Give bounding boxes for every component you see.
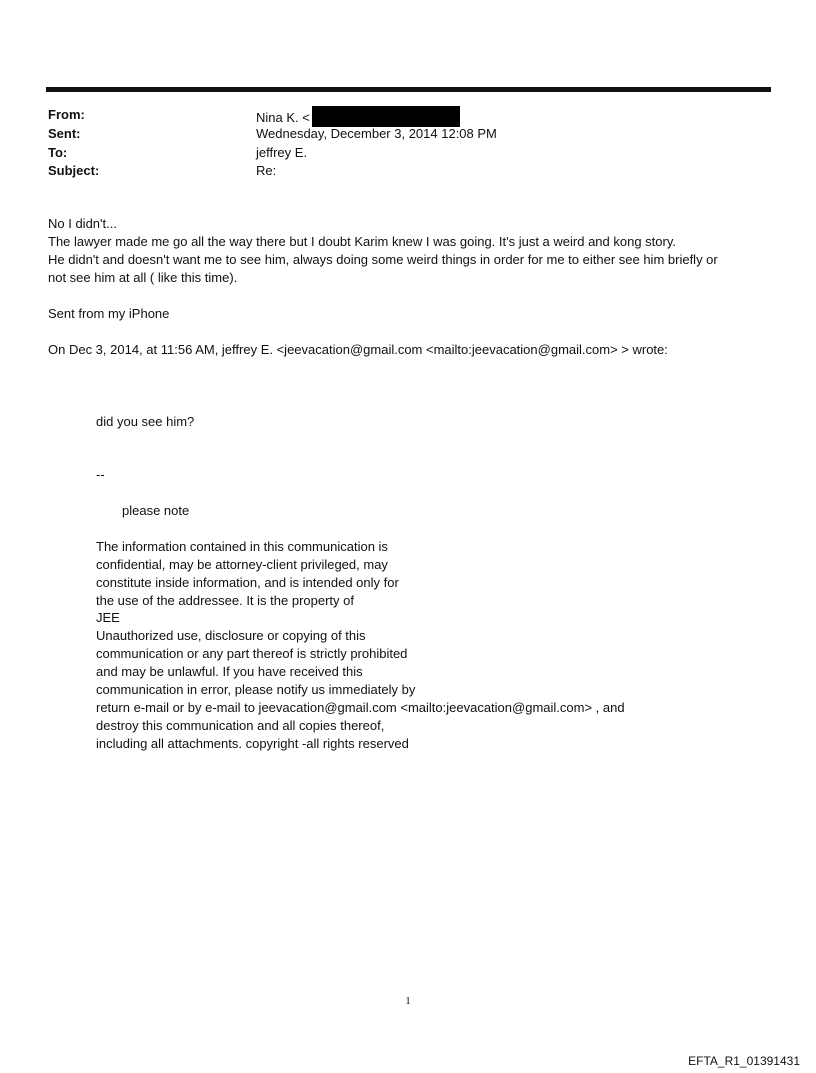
quote-intro: On Dec 3, 2014, at 11:56 AM, jeffrey E. <jeevacation@gmail.com <mailto:jeevacation@gmail.com> > wrote: (48, 342, 668, 357)
disclaimer-line: return e-mail or by e-mail to jeevacation@gmail.com <mailto:jeevacation@gmail.com> , and (96, 700, 625, 715)
from-label: From: (48, 107, 85, 122)
body-line: The lawyer made me go all the way there but I doubt Karim knew I was going. It's just a weird and kong story. (48, 234, 676, 249)
page-number: 1 (405, 995, 411, 1007)
sent-value: Wednesday, December 3, 2014 12:08 PM (256, 126, 497, 141)
body-line: He didn't and doesn't want me to see him, always doing some weird things in order for me to either see him briefly or (48, 252, 718, 267)
body-line: not see him at all ( like this time). (48, 270, 238, 285)
disclaimer-line: confidential, may be attorney-client privileged, may (96, 557, 388, 572)
to-value: jeffrey E. (256, 145, 308, 160)
disclaimer-line: constitute inside information, and is intended only for (96, 575, 399, 590)
disclaimer-line: communication in error, please notify us immediately by (96, 682, 416, 697)
subject-label: Subject: (48, 163, 100, 178)
quoted-separator: -- (96, 467, 105, 482)
body-line: No I didn't... (48, 216, 117, 231)
disclaimer-line: JEE (96, 610, 120, 625)
disclaimer-line: including all attachments. copyright -all rights reserved (96, 736, 409, 751)
subject-value: Re: (256, 163, 277, 178)
quoted-question: did you see him? (96, 414, 195, 429)
disclaimer-line: Unauthorized use, disclosure or copying of this (96, 628, 366, 643)
sent-label: Sent: (48, 126, 81, 141)
disclaimer-line: communication or any part thereof is strictly prohibited (96, 646, 408, 661)
disclaimer-line: destroy this communication and all copies thereof, (96, 718, 385, 733)
disclaimer-line: and may be unlawful. If you have received this (96, 664, 363, 679)
header-rule (46, 87, 771, 92)
from-value: Nina K. < (256, 110, 310, 125)
disclaimer-line: the use of the addressee. It is the property of (96, 593, 354, 608)
to-label: To: (48, 145, 68, 160)
disclaimer-line: The information contained in this communication is (96, 539, 388, 554)
quoted-note: please note (122, 503, 190, 518)
redaction-block (312, 106, 460, 127)
signature: Sent from my iPhone (48, 306, 170, 321)
document-id: EFTA_R1_01391431 (688, 1054, 800, 1068)
